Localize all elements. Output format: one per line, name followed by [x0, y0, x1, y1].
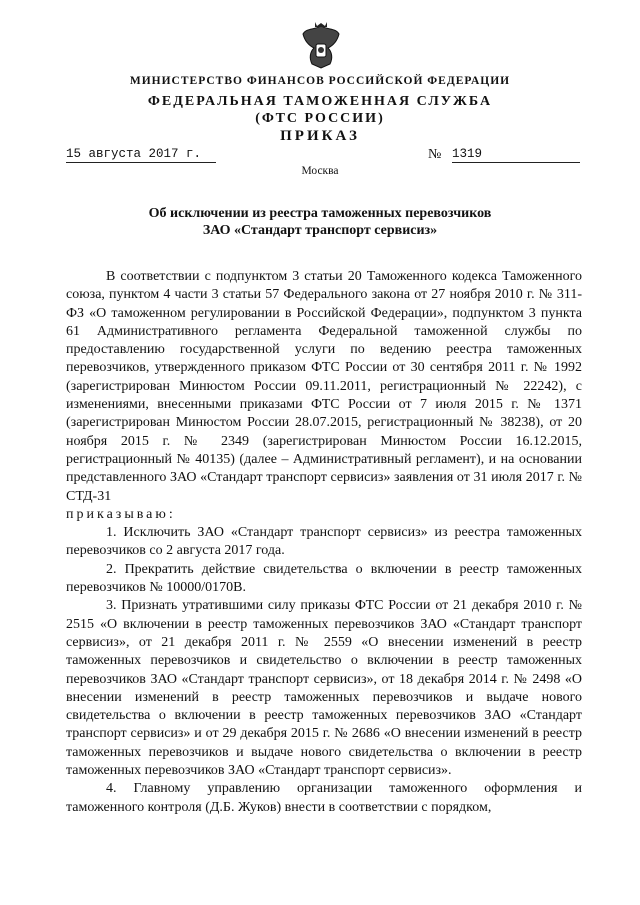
order-number: 1319: [452, 147, 580, 163]
item-4: 4. Главному управлению организации таможенного оформления и таможенного контроля (Д.Б. Жуков) внести в соответствии с порядком,: [66, 781, 582, 815]
document-type: ПРИКАЗ: [280, 128, 360, 144]
service-name: [0, 93, 640, 127]
city: Москва: [301, 165, 339, 177]
service-name-line2: (ФТС РОССИИ): [255, 111, 385, 126]
order-word: приказываю:: [66, 506, 176, 522]
item-3: 3. Признать утратившими силу приказы ФТС России от 21 декабря 2010 г. № 2515 «О включении в реестр таможенных перевозчиков ЗАО «Стандарт транспорт сервисиз», от 21 декабря 2011 г. № 2559 «О внесении изменений в реестр таможенных перевозчиков и свидетельство о включении в реестр таможенных перевозчиков ЗАО «Стандарт транспорт сервисиз», от 18 декабря 2014 г. № 2498 «О внесении изменений в реестр таможенных перевозчиков и выдаче нового свидетельства о включении в реестр таможенных перевозчиков ЗАО «Стандарт транспорт сервисиз» и от 29 декабря 2015 г. № 2686 «О внесении изменений в реестр таможенных перевозчиков и выдаче нового свидетельства о включении в реестр таможенных перевозчиков ЗАО «Стандарт транспорт сервисиз».: [66, 598, 582, 779]
order-date: 15 августа 2017 г.: [66, 147, 216, 163]
item-2: 2. Прекратить действие свидетельства о включении в реестр таможенных перевозчиков № 10000/0170В.: [66, 561, 582, 596]
ministry-name: МИНИСТЕРСТВО ФИНАНСОВ РОССИЙСКОЙ ФЕДЕРАЦИИ: [129, 75, 511, 87]
preamble-paragraph: В соответствии с подпунктом 3 статьи 20 Таможенного кодекса Таможенного союза, пунктом 4 части 3 статьи 57 Федерального закона от 27 ноября 2010 г. № 311-ФЗ «О таможенном регулировании в Российской Федерации», подпунктом 3 пункта 61 Административного регламента Федеральной таможенной службы по предоставлению государственной услуги по ведению реестра таможенных перевозчиков, утвержденного приказом ФТС России от 30 сентября 2011 г. № 1992 (зарегистрирован Минюстом России 09.11.2011, регистрационный № 22242), с изменениями, внесенными приказами ФТС России от 7 июля 2015 г. № 1371 (зарегистрирован Минюстом России 28.07.2015, регистрационный № 38238), от 20 ноября 2015 г. № 2349 (зарегистрирован Минюстом России 16.12.2015, регистрационный № 40135) (далее – Административный регламент), и на основании представленного ЗАО «Стандарт транспорт сервисиз» заявления от 31 июля 2017 г. № СТД-31: [66, 269, 582, 504]
service-name-line1: ФЕДЕРАЛЬНАЯ ТАМОЖЕННАЯ СЛУЖБА: [147, 94, 493, 109]
subject-line2: ЗАО «Стандарт транспорт сервисиз»: [202, 223, 438, 238]
state-emblem-icon: [300, 20, 342, 72]
number-sign: №: [428, 147, 442, 162]
order-body: [66, 268, 582, 817]
subject-line1: Об исключении из реестра таможенных перевозчиков: [148, 206, 492, 221]
order-subject: [0, 205, 640, 239]
item-1: 1. Исключить ЗАО «Стандарт транспорт сервисиз» из реестра таможенных перевозчиков со 2 августа 2017 года.: [66, 525, 582, 559]
